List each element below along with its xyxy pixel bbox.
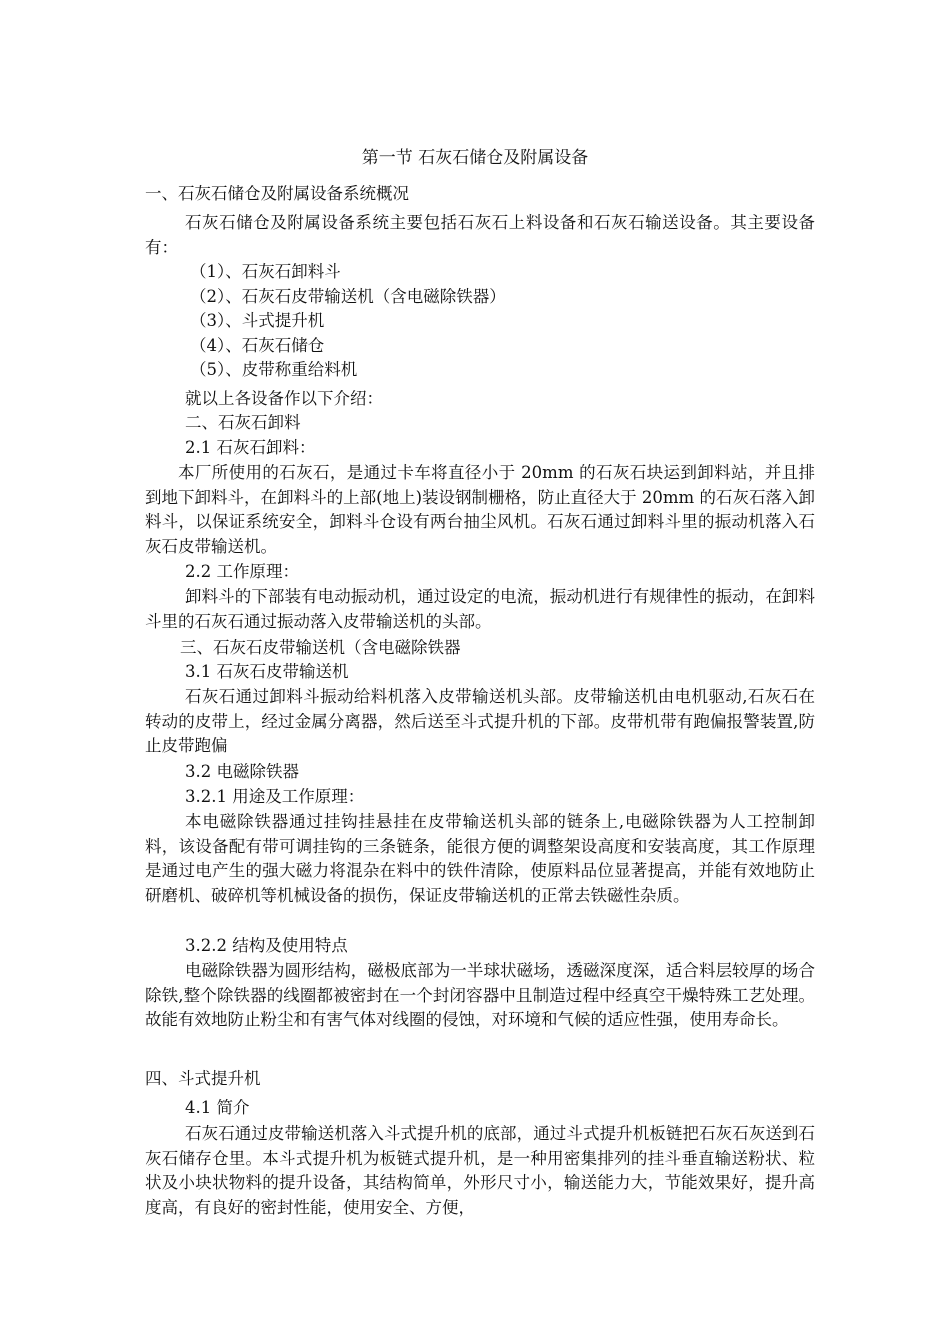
- section-title: 第一节 石灰石储仓及附属设备: [361, 148, 589, 168]
- heading-2: 二、石灰石卸料: [185, 413, 301, 432]
- paragraph-2-2: 卸料斗的下部装有电动振动机，通过设定的电流，振动机进行有规律性的振动，在卸料斗里的石灰石通过振动落入皮带输送机的头部。: [145, 587, 815, 631]
- paragraph-4-1: 石灰石通过皮带输送机落入斗式提升机的底部，通过斗式提升机板链把石灰石灰送到石灰石储存仓里。本斗式提升机为板链式提升机，是一种用密集排列的挂斗垂直输送粉状、粒状及小块状物料的提升设备，其结构简单，外形尺寸小，输送能力大，节能效果好，提升高度高，有良好的密封性能，使用安全、方便，: [145, 1124, 815, 1217]
- paragraph-3-2-1: 本电磁除铁器通过挂钩挂悬挂在皮带输送机头部的链条上,电磁除铁器为人工控制卸料，该设备配有带可调挂钩的三条链条，能很方便的调整架设高度和安装高度，其工作原理是通过电产生的强大磁力将混杂在料中的铁件清除，使原料品位显著提高，并能有效地防止研磨机、破碎机等机械设备的损伤，保证皮带输送机的正常去铁磁性杂质。: [145, 812, 815, 905]
- heading-3-2-2: 3.2.2 结构及使用特点: [185, 936, 348, 955]
- heading-2-2: 2.2 工作原理：: [185, 562, 299, 581]
- list-item: （5）、皮带称重给料机: [190, 360, 358, 379]
- list-item: （3）、斗式提升机: [190, 311, 325, 330]
- list-item: （1）、石灰石卸料斗: [190, 262, 341, 281]
- intro-paragraph: 石灰石储仓及附属设备系统主要包括石灰石上料设备和石灰石输送设备。其主要设备有：: [145, 213, 815, 257]
- heading-4-1: 4.1 简介: [185, 1098, 250, 1117]
- paragraph-2-1: 本厂所使用的石灰石，是通过卡车将直径小于 20mm 的石灰石块运到卸料站，并且排到地下卸料斗，在卸料斗的上部(地上)装设钢制栅格，防止直径大于 20mm 的石灰石落入卸料斗，以保证系统安全，卸料斗仓设有两台抽尘风机。石灰石通过卸料斗里的振动机落入石灰石皮带输送机。: [145, 463, 815, 556]
- paragraph-3-1: 石灰石通过卸料斗振动给料机落入皮带输送机头部。皮带输送机由电机驱动,石灰石在转动的皮带上，经过金属分离器，然后送至斗式提升机的下部。皮带机带有跑偏报警装置,防止皮带跑偏: [145, 687, 815, 755]
- heading-3: 三、石灰石皮带输送机（含电磁除铁器: [180, 638, 461, 657]
- heading-3-2-1: 3.2.1 用途及工作原理：: [185, 787, 365, 806]
- equipment-list: [190, 260, 860, 383]
- heading-1: 一、石灰石储仓及附属设备系统概况: [145, 184, 409, 203]
- heading-2-1: 2.1 石灰石卸料：: [185, 438, 316, 457]
- list-item: （2）、石灰石皮带输送机（含电磁除铁器）: [190, 286, 506, 306]
- intro-line-2: 就以上各设备作以下介绍：: [185, 389, 383, 408]
- heading-3-1: 3.1 石灰石皮带输送机: [185, 662, 349, 681]
- heading-4: 四、斗式提升机: [145, 1069, 261, 1088]
- paragraph-3-2-2: 电磁除铁器为圆形结构，磁极底部为一半球状磁场，透磁深度深，适合料层较厚的场合除铁,整个除铁器的线圈都被密封在一个封闭容器中且制造过程中经真空干燥特殊工艺处理。故能有效地防止粉尘和有害气体对线圈的侵蚀，对环境和气候的适应性强，使用寿命长。: [145, 961, 815, 1029]
- heading-3-2: 3.2 电磁除铁器: [185, 762, 299, 781]
- list-item: （4）、石灰石储仓: [190, 335, 325, 355]
